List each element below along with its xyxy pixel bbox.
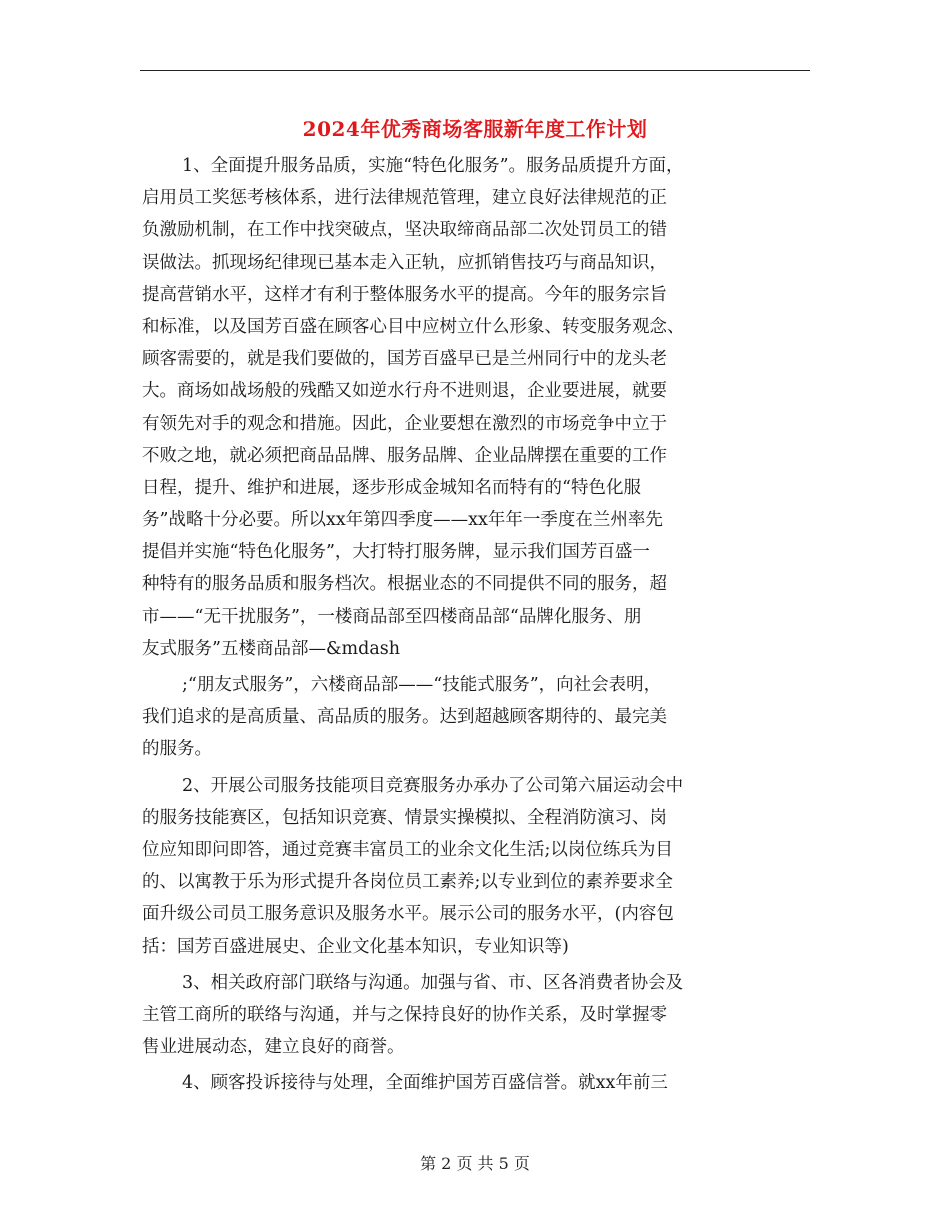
text-line: 日程，提升、维护和进展，逐步形成金城知名而特有的“特色化服 [142, 477, 641, 498]
text-line: 括：国芳百盛进展史、企业文化基本知识，专业知识等) [142, 936, 569, 957]
paragraph-1-continued [142, 669, 822, 766]
text-line: 有领先对手的观念和措施。因此，企业要想在激烈的市场竞争中立于 [142, 413, 667, 434]
document-body [142, 150, 822, 1103]
text-line: 的、以寓教于乐为形式提升各岗位员工素养;以专业到位的素养要求全 [142, 872, 673, 893]
paragraph-3 [142, 967, 822, 1064]
text-line: 种特有的服务品质和服务档次。根据业态的不同提供不同的服务，超 [142, 574, 667, 595]
text-line: 负激励机制，在工作中找突破点，坚决取缔商品部二次处罚员工的错 [142, 220, 667, 241]
text-line: 友式服务”五楼商品部—&mdash [142, 638, 401, 659]
text-line: 误做法。抓现场纪律现已基本走入正轨，应抓销售技巧与商品知识， [142, 252, 667, 273]
text-line: 位应知即问即答，通过竞赛丰富员工的业余文化生活;以岗位练兵为目 [142, 839, 673, 860]
paragraph-4 [142, 1067, 822, 1099]
document-title: 2024年优秀商场客服新年度工作计划 [302, 117, 648, 141]
text-line: ;“朋友式服务”，六楼商品部——“技能式服务”，向社会表明， [182, 675, 662, 695]
text-line: 主管工商所的联络与沟通，并与之保持良好的协作关系，及时掌握零 [142, 1004, 667, 1025]
text-line: 提倡并实施“特色化服务”，大打特打服务牌，显示我们国芳百盛一 [142, 542, 650, 563]
text-line: 面升级公司员工服务意识及服务水平。展示公司的服务水平，(内容包 [142, 904, 674, 925]
text-line: 4、顾客投诉接待与处理，全面维护国芳百盛信誉。就xx年前三 [182, 1073, 668, 1094]
text-line: 提高营销水平，这样才有利于整体服务水平的提高。今年的服务宗旨 [142, 284, 667, 305]
text-line: 我们追求的是高质量、高品质的服务。达到超越顾客期待的、最完美 [142, 707, 667, 728]
text-line: 的服务。 [142, 739, 212, 760]
text-line: 1、全面提升服务品质，实施“特色化服务”。服务品质提升方面， [182, 156, 684, 176]
text-line: 务”战略十分必要。所以xx年第四季度——xx年年一季度在兰州率先 [142, 510, 663, 531]
paragraph-1 [142, 150, 822, 665]
text-line: 不败之地，就必须把商品品牌、服务品牌、企业品牌摆在重要的工作 [142, 445, 667, 466]
text-line: 启用员工奖惩考核体系，进行法律规范管理，建立良好法律规范的正 [142, 188, 667, 209]
text-line: 大。商场如战场般的残酷又如逆水行舟不进则退，企业要进展，就要 [142, 381, 667, 402]
text-line: 3、相关政府部门联络与沟通。加强与省、市、区各消费者协会及 [182, 972, 684, 993]
text-line: 市——“无干扰服务”，一楼商品部至四楼商品部“品牌化服务、朋 [142, 606, 642, 627]
text-line: 售业进展动态，建立良好的商誉。 [142, 1037, 405, 1058]
text-line: 顾客需要的，就是我们要做的，国芳百盛早已是兰州同行中的龙头老 [142, 349, 667, 370]
text-line: 的服务技能赛区，包括知识竞赛、情景实操模拟、全程消防演习、岗 [142, 807, 667, 828]
text-line: 2、开展公司服务技能项目竞赛服务办承办了公司第六届运动会中 [182, 775, 684, 796]
paragraph-2 [142, 770, 822, 963]
header-rule [140, 70, 810, 71]
page-number-footer: 第 2 页 共 5 页 [420, 1154, 530, 1173]
text-line: 和标准，以及国芳百盛在顾客心目中应树立什么形象、转变服务观念、 [142, 316, 685, 337]
